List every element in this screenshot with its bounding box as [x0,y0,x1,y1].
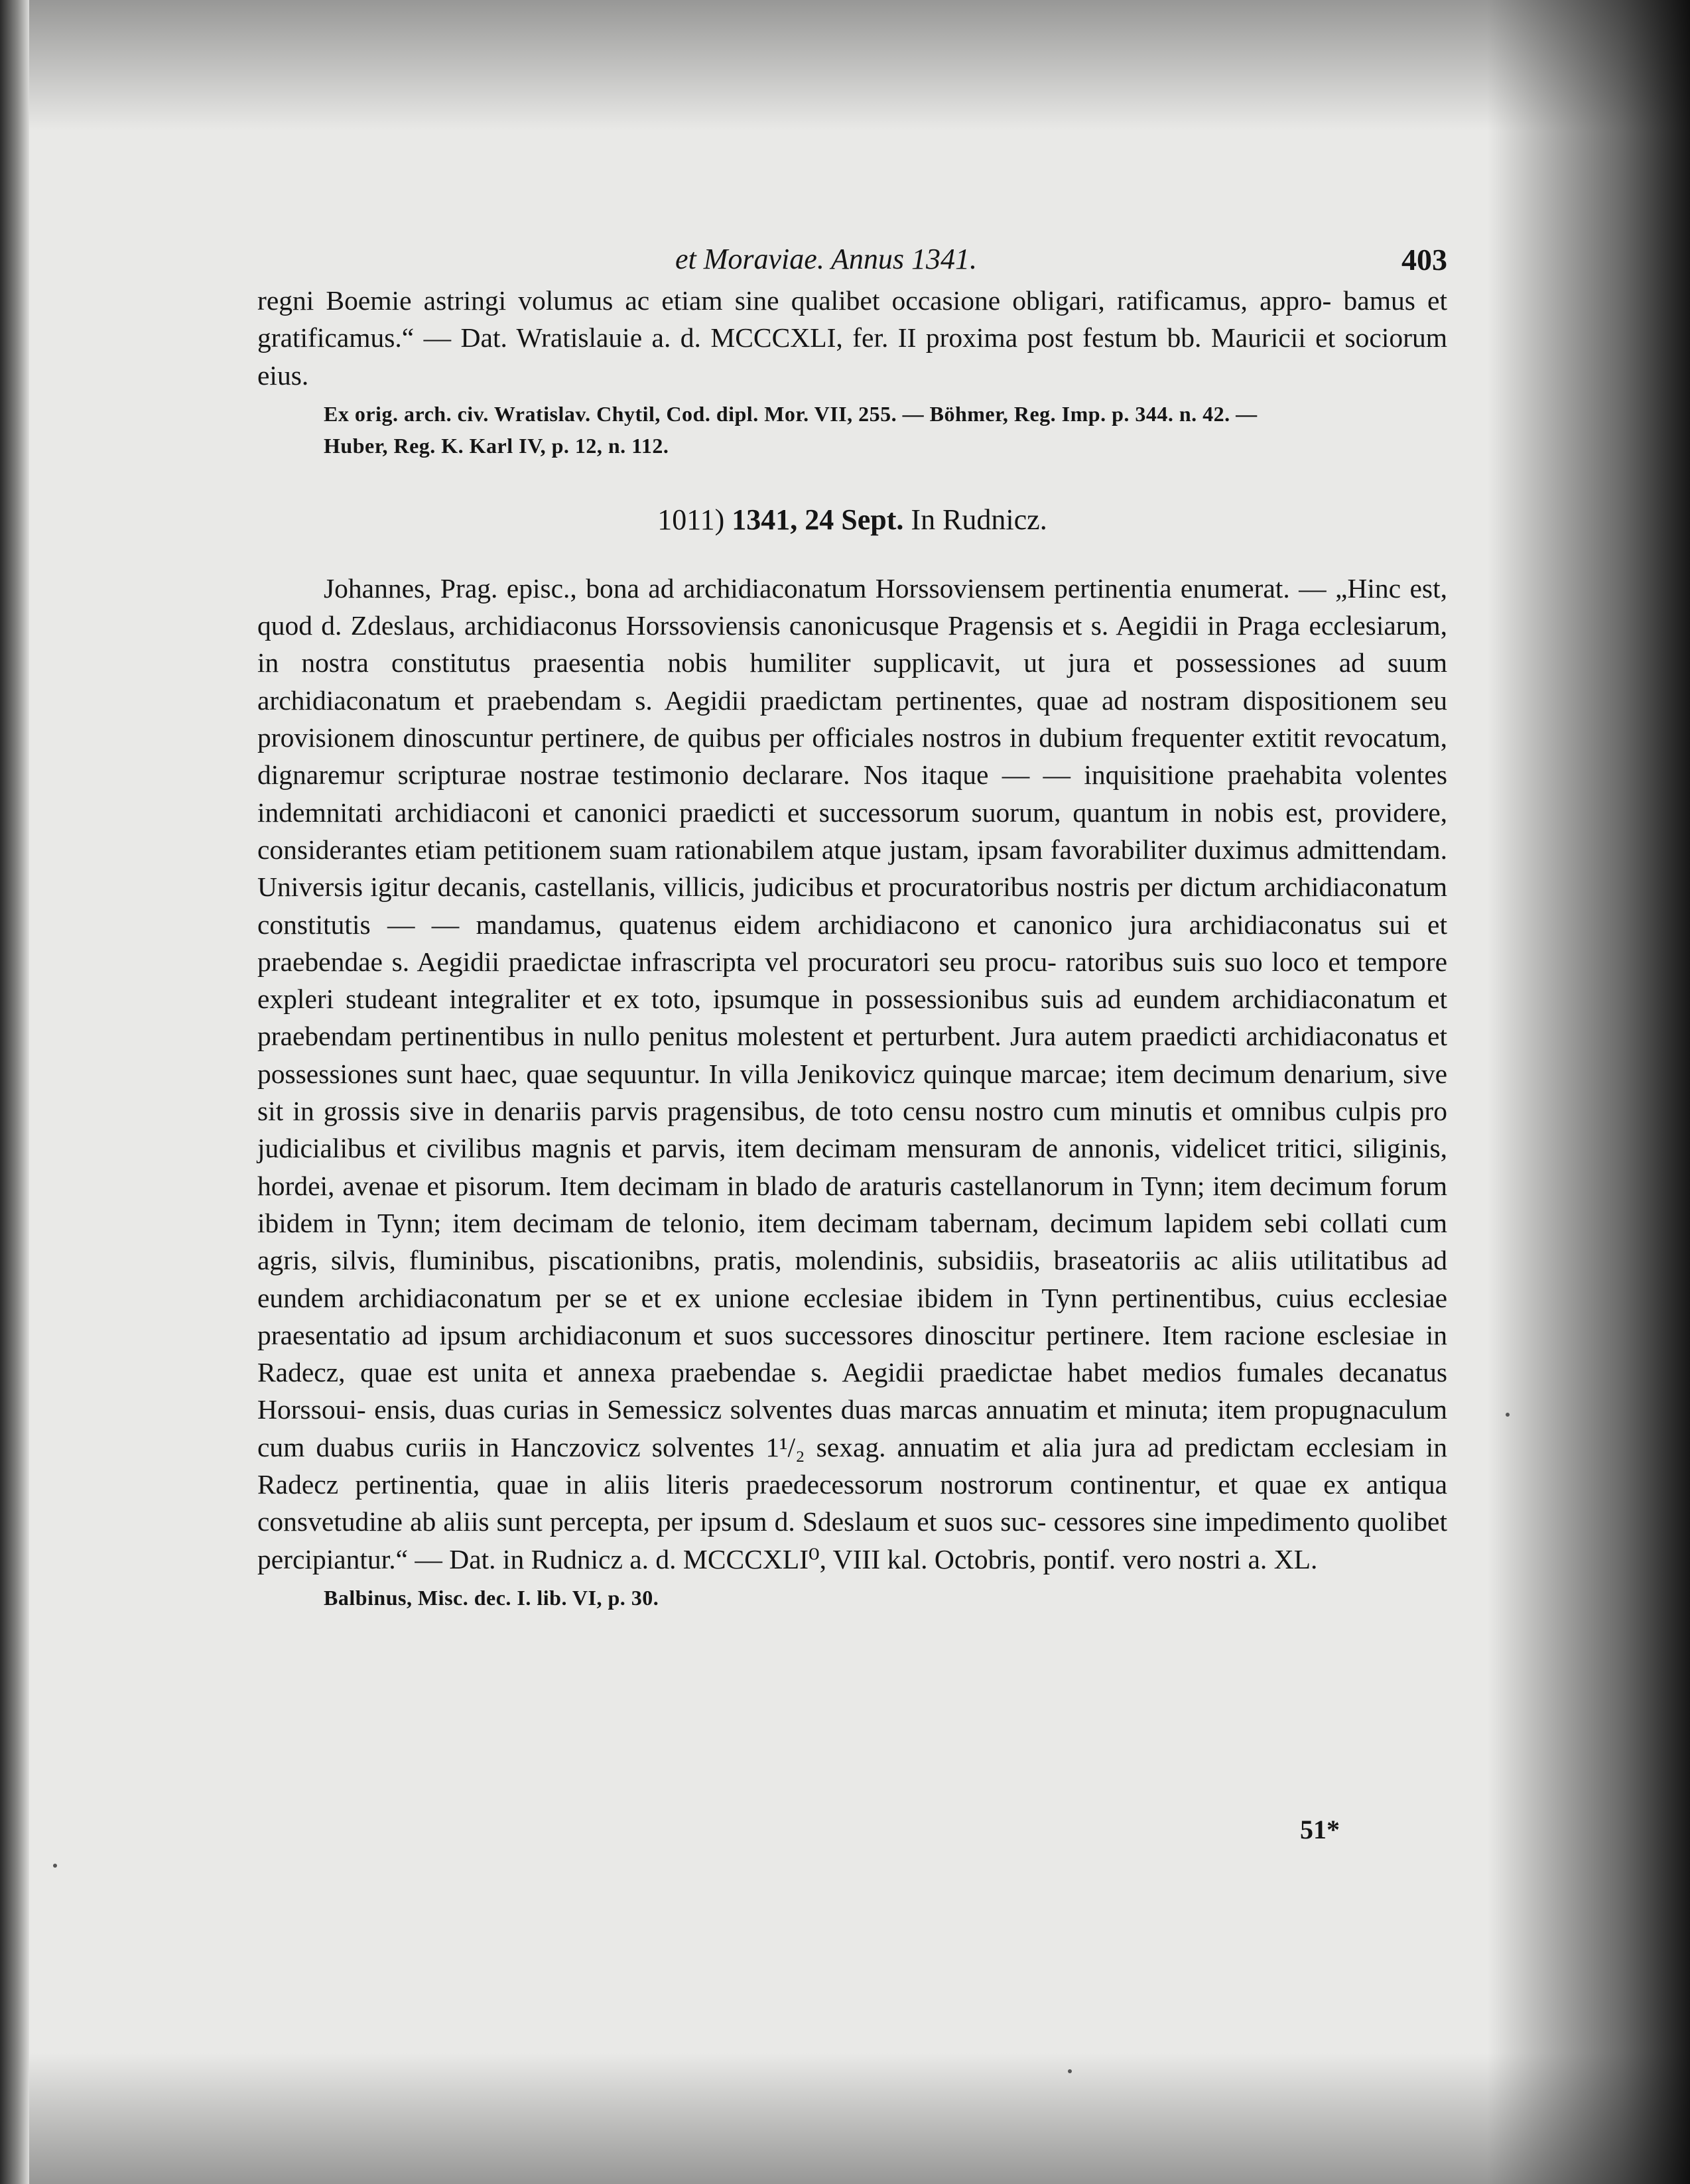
entry-paragraph [257,570,1447,1578]
text-line: possessiones ad suum archidiaconatum et praebendam s. Aegidii praedictam pertinentes, quae [257,647,1447,716]
text-line: decimam tabernam, decimum lapidem sebi collati cum agris, silvis, fluminibus, piscationibns, [257,1207,1447,1276]
text-line: bamus et gratificamus.“ — Dat. Wratislauie a. d. MCCCXLI, fer. II proxima post festum bb. [257,285,1447,353]
page-number: 403 [1401,243,1447,277]
book-spine-shadow [0,0,29,2184]
text-line: molestent et perturbent. Jura autem praedicti archidiaconatus et possessiones sunt haec, [257,1021,1447,1089]
continuation-text [257,282,1447,462]
entry-date: 1341, 24 Sept. [732,503,904,536]
page-header [257,242,1447,282]
text-line: archidiaconatus sui et praebendae s. Aegidii praedictae infrascripta vel procuratori seu procu- [257,909,1448,977]
entry-source: Balbinus, Misc. dec. I. lib. VI, p. 30. [324,1585,659,1610]
text-line: VIII kal. Octobris, pontif. vero nostri a. XL. [832,1543,1318,1574]
entry-text [257,570,1447,1614]
text-line: etiam petitionem suam rationabilem atque justam, ipsam favorabiliter duximus admittendam. [415,834,1447,865]
page-text-block [257,242,1447,1614]
text-line: Johannes, Prag. episc., bona ad archidiaconatum Horssoviensem pertinentia enumerat. [324,572,1299,604]
text-line: — „Hinc est, quod d. Zdeslaus, archidiaconus Horssoviensis canonicusque Pragensis et s. Aegidii [257,572,1447,641]
text-line: Universis igitur decanis, castellanis, villicis, judicibus et procuratoribus nostris per dictum [257,871,1264,903]
entry-heading [257,503,1447,537]
text-line: possessionibus suis ad eundem archidiaconatum et praebendam pertinentibus in nullo penitus [257,984,1447,1052]
text-line: pratis, molendinis, subsidiis, braseatoriis ac aliis utilitatibus ad eundem archidiaconatum per [257,1245,1447,1313]
entry-place: In Rudnicz. [911,503,1047,536]
scan-speck [1068,2069,1072,2073]
signature-mark: 51* [1300,1815,1340,1844]
text-line: grossis sive in denariis parvis pragensibus, de toto censu nostro cum minutis et omnibus [323,1096,1336,1127]
source-line: Ex orig. arch. civ. Wratislav. Chytil, Cod. dipl. Mor. VII, 255. — Böhmer, Reg. Imp. p. 344. n. 42. — [324,401,1258,426]
text-line: cessores sine impedimento quolibet percipiantur.“ — Dat. in Rudnicz a. d. MCCCXLI⁰, [257,1506,1447,1574]
text-line: et quae ex antiqua consvetudine ab aliis sunt percepta, per ipsum d. Sdeslaum et suos suc- [257,1469,1448,1537]
continuation-paragraph [257,282,1447,394]
entry-number: 1011) [657,503,725,536]
text-line: canonici praedicti et successorum suorum, quantum in nobis est, providere, considerantes [257,797,1447,865]
text-line: nostros in dubium frequenter extitit revocatum, dignaremur scripturae nostrae testimonio [257,722,1447,791]
text-line: Mauricii et sociorum eius. [257,322,1447,391]
text-line: ecclesiam in Radecz pertinentia, quae in aliis literis praedecessorum nostrorum continentur, [257,1431,1447,1500]
source-line: Huber, Reg. K. Karl IV, p. 12, n. 112. [324,433,669,458]
continuation-source [324,398,1447,462]
scan-speck [53,1864,57,1868]
text-line: culpis pro judicialibus et civilibus magnis et parvis, item decimam mensuram de annonis, [257,1096,1447,1164]
text-line: ad nostram dispositionem seu provisionem dinoscuntur pertinere, de quibus per officiales [257,684,1447,753]
text-line: ensis, duas curias in Semessicz solventes duas marcas annuatim et minuta; item propugnaculum [374,1394,1447,1425]
text-line: est unita et annexa praebendae s. Aegidii praedictae habet medios fumales decanatus Horssoui- [257,1357,1447,1425]
text-line: declarare. Nos itaque — — inquisitione praehabita volentes indemnitati archidiaconi et [257,759,1447,828]
running-title: et Moraviae. Annus 1341. [675,243,978,275]
text-line: castellanorum in Tynn; item decimum forum ibidem in Tynn; item decimam de telonio, item [257,1170,1448,1238]
text-line: in Praga ecclesiarum, in nostra constitutus praesentia nobis humiliter supplicavit, ut jura et [257,610,1447,678]
text-line: videlicet tritici, siliginis, hordei, avenae et pisorum. Item decimam in blado de araturis [257,1133,1447,1201]
text-line: archidiaconatum constitutis — — mandamus, quatenus eidem archidiacono et canonico jura [257,871,1447,940]
text-line: cum duabus curiis in Hanczovicz solventes 1¹/₂ sexag. annuatim et alia jura ad predictam [257,1431,1307,1462]
text-line: se et ex unione ecclesiae ibidem in Tynn pertinentibus, cuius ecclesiae praesentatio ad ipsum [257,1282,1447,1350]
text-line: regni Boemie astringi volumus ac etiam sine qualibet occasione obligari, ratificamus, appro- [257,285,1344,316]
text-line: archidiaconum et suos successores dinoscitur pertinere. Item racione esclesiae in Radecz, quae [257,1319,1447,1388]
text-line: ratoribus suis suo loco et tempore expleri studeant integraliter et ex toto, ipsumque in [257,946,1447,1015]
text-line: quae sequuntur. In villa Jenikovicz quinque marcae; item decimum denarium, sive sit in [257,1058,1447,1127]
scan-speck [1506,1413,1510,1417]
